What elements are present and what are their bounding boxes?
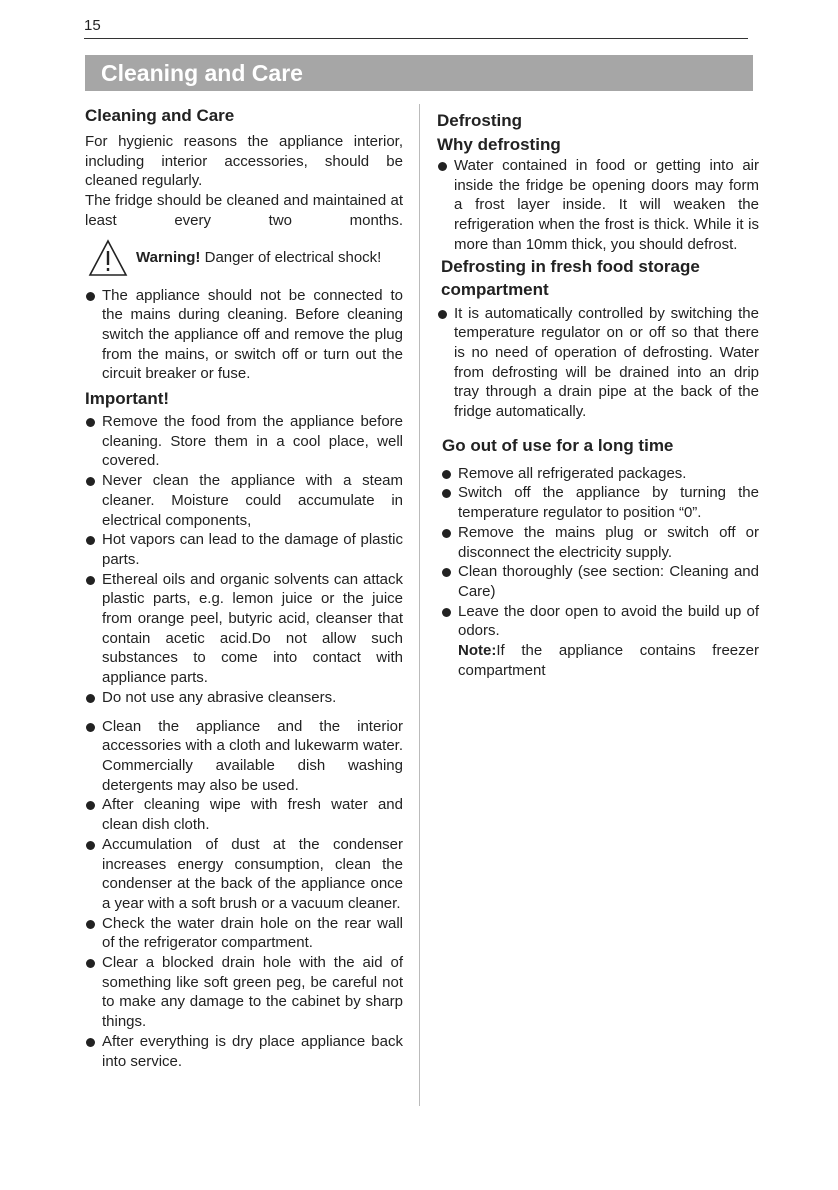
banner-title: Cleaning and Care: [101, 60, 303, 86]
warning-label: Warning!: [136, 248, 201, 266]
page-number: 15: [84, 17, 101, 34]
long-time-heading: Go out of use for a long time: [442, 435, 674, 455]
bullet-item: After everything is dry place appliance back into service.: [85, 1032, 403, 1071]
bullet-list: [437, 156, 759, 255]
warning-text: Danger of electrical shock!: [200, 248, 382, 266]
bullet-item: Leave the door open to avoid the build up of odors.: [441, 602, 759, 641]
why-defrosting-heading: Why defrosting: [437, 135, 561, 154]
bullet-item: Clean thoroughly (see section: Cleaning and Care): [441, 562, 759, 601]
header-rule: [84, 38, 748, 39]
bullet-item: Remove the mains plug or switch off or disconnect the electricity supply.: [441, 523, 759, 562]
bullet-item: Check the water drain hole on the rear wall of the refrigerator compartment.: [85, 914, 403, 953]
bullet-list: [85, 286, 403, 385]
section-banner: [85, 55, 753, 91]
bullet-item: Water contained in food or getting into air inside the fridge be opening doors may form a frost layer inside. It will weaken the refrigeration when the frost is thick. While it is more than 10mm thick, you should defrost.: [437, 156, 759, 255]
bullet-item: Hot vapors can lead to the damage of plastic parts.: [85, 530, 403, 569]
intro-paragraph: The fridge should be cleaned and maintained at least every two months.: [85, 192, 403, 229]
bullet-item: Switch off the appliance by turning the temperature regulator to position “0”.: [441, 483, 759, 522]
bullet-item: Remove the food from the appliance before cleaning. Store them in a cool place, well covered.: [85, 412, 403, 471]
bullet-list: [85, 412, 403, 708]
bullet-item: The appliance should not be connected to the mains during cleaning. Before cleaning switch the appliance off and remove the plug from the mains, or switch off or turn out the circuit breaker or fuse.: [85, 286, 403, 385]
bullet-item: It is automatically controlled by switching the temperature regulator on or off so that there is no need of operation of defrosting. Water from defrosting will be drained into an drip tray through a drain pipe at the back of the fridge automatically.: [437, 304, 759, 422]
bullet-item: Ethereal oils and organic solvents can attack plastic parts, e.g. lemon juice or the juice from orange peel, butyric acid, cleanser that contain acetic acid.Do not allow such substances to come into contact with appliance parts.: [85, 570, 403, 688]
note-label: Note:: [458, 642, 497, 660]
warning-note: [88, 239, 403, 277]
note-text: If the appliance contains freezer compartment: [458, 642, 759, 679]
bullet-item: Accumulation of dust at the condenser increases energy consumption, clean the condenser at the back of the appliance once a year with a soft brush or a vacuum cleaner.: [85, 835, 403, 914]
bullet-list: [437, 304, 759, 422]
bullet-item: Clear a blocked drain hole with the aid of something like soft green peg, be careful not to make any damage to the cabinet by sharp things.: [85, 953, 403, 1032]
bullet-item: Remove all refrigerated packages.: [441, 464, 759, 484]
column-divider: [419, 104, 420, 1106]
left-heading: Cleaning and Care: [85, 106, 235, 125]
warning-triangle-icon: [88, 239, 128, 277]
bullet-item: Clean the appliance and the interior accessories with a cloth and lukewarm water. Commercially available dish washing detergents may also be used.: [85, 717, 403, 796]
fresh-food-heading: Defrosting in fresh food storage compartment: [441, 256, 700, 300]
bullet-list: [441, 464, 759, 641]
left-column: [85, 104, 403, 1071]
bullet-item: After cleaning wipe with fresh water and clean dish cloth.: [85, 795, 403, 834]
intro-paragraph: For hygienic reasons the appliance interior, including interior accessories, should be cleaned regularly.: [85, 133, 403, 190]
defrosting-heading: Defrosting: [437, 111, 522, 130]
bullet-list: [85, 717, 403, 1072]
bullet-item: Never clean the appliance with a steam cleaner. Moisture could accumulate in electrical components,: [85, 471, 403, 530]
note: [437, 641, 759, 680]
bullet-item: Do not use any abrasive cleansers.: [85, 688, 403, 708]
important-heading: Important!: [85, 389, 170, 409]
right-column: [437, 109, 759, 680]
